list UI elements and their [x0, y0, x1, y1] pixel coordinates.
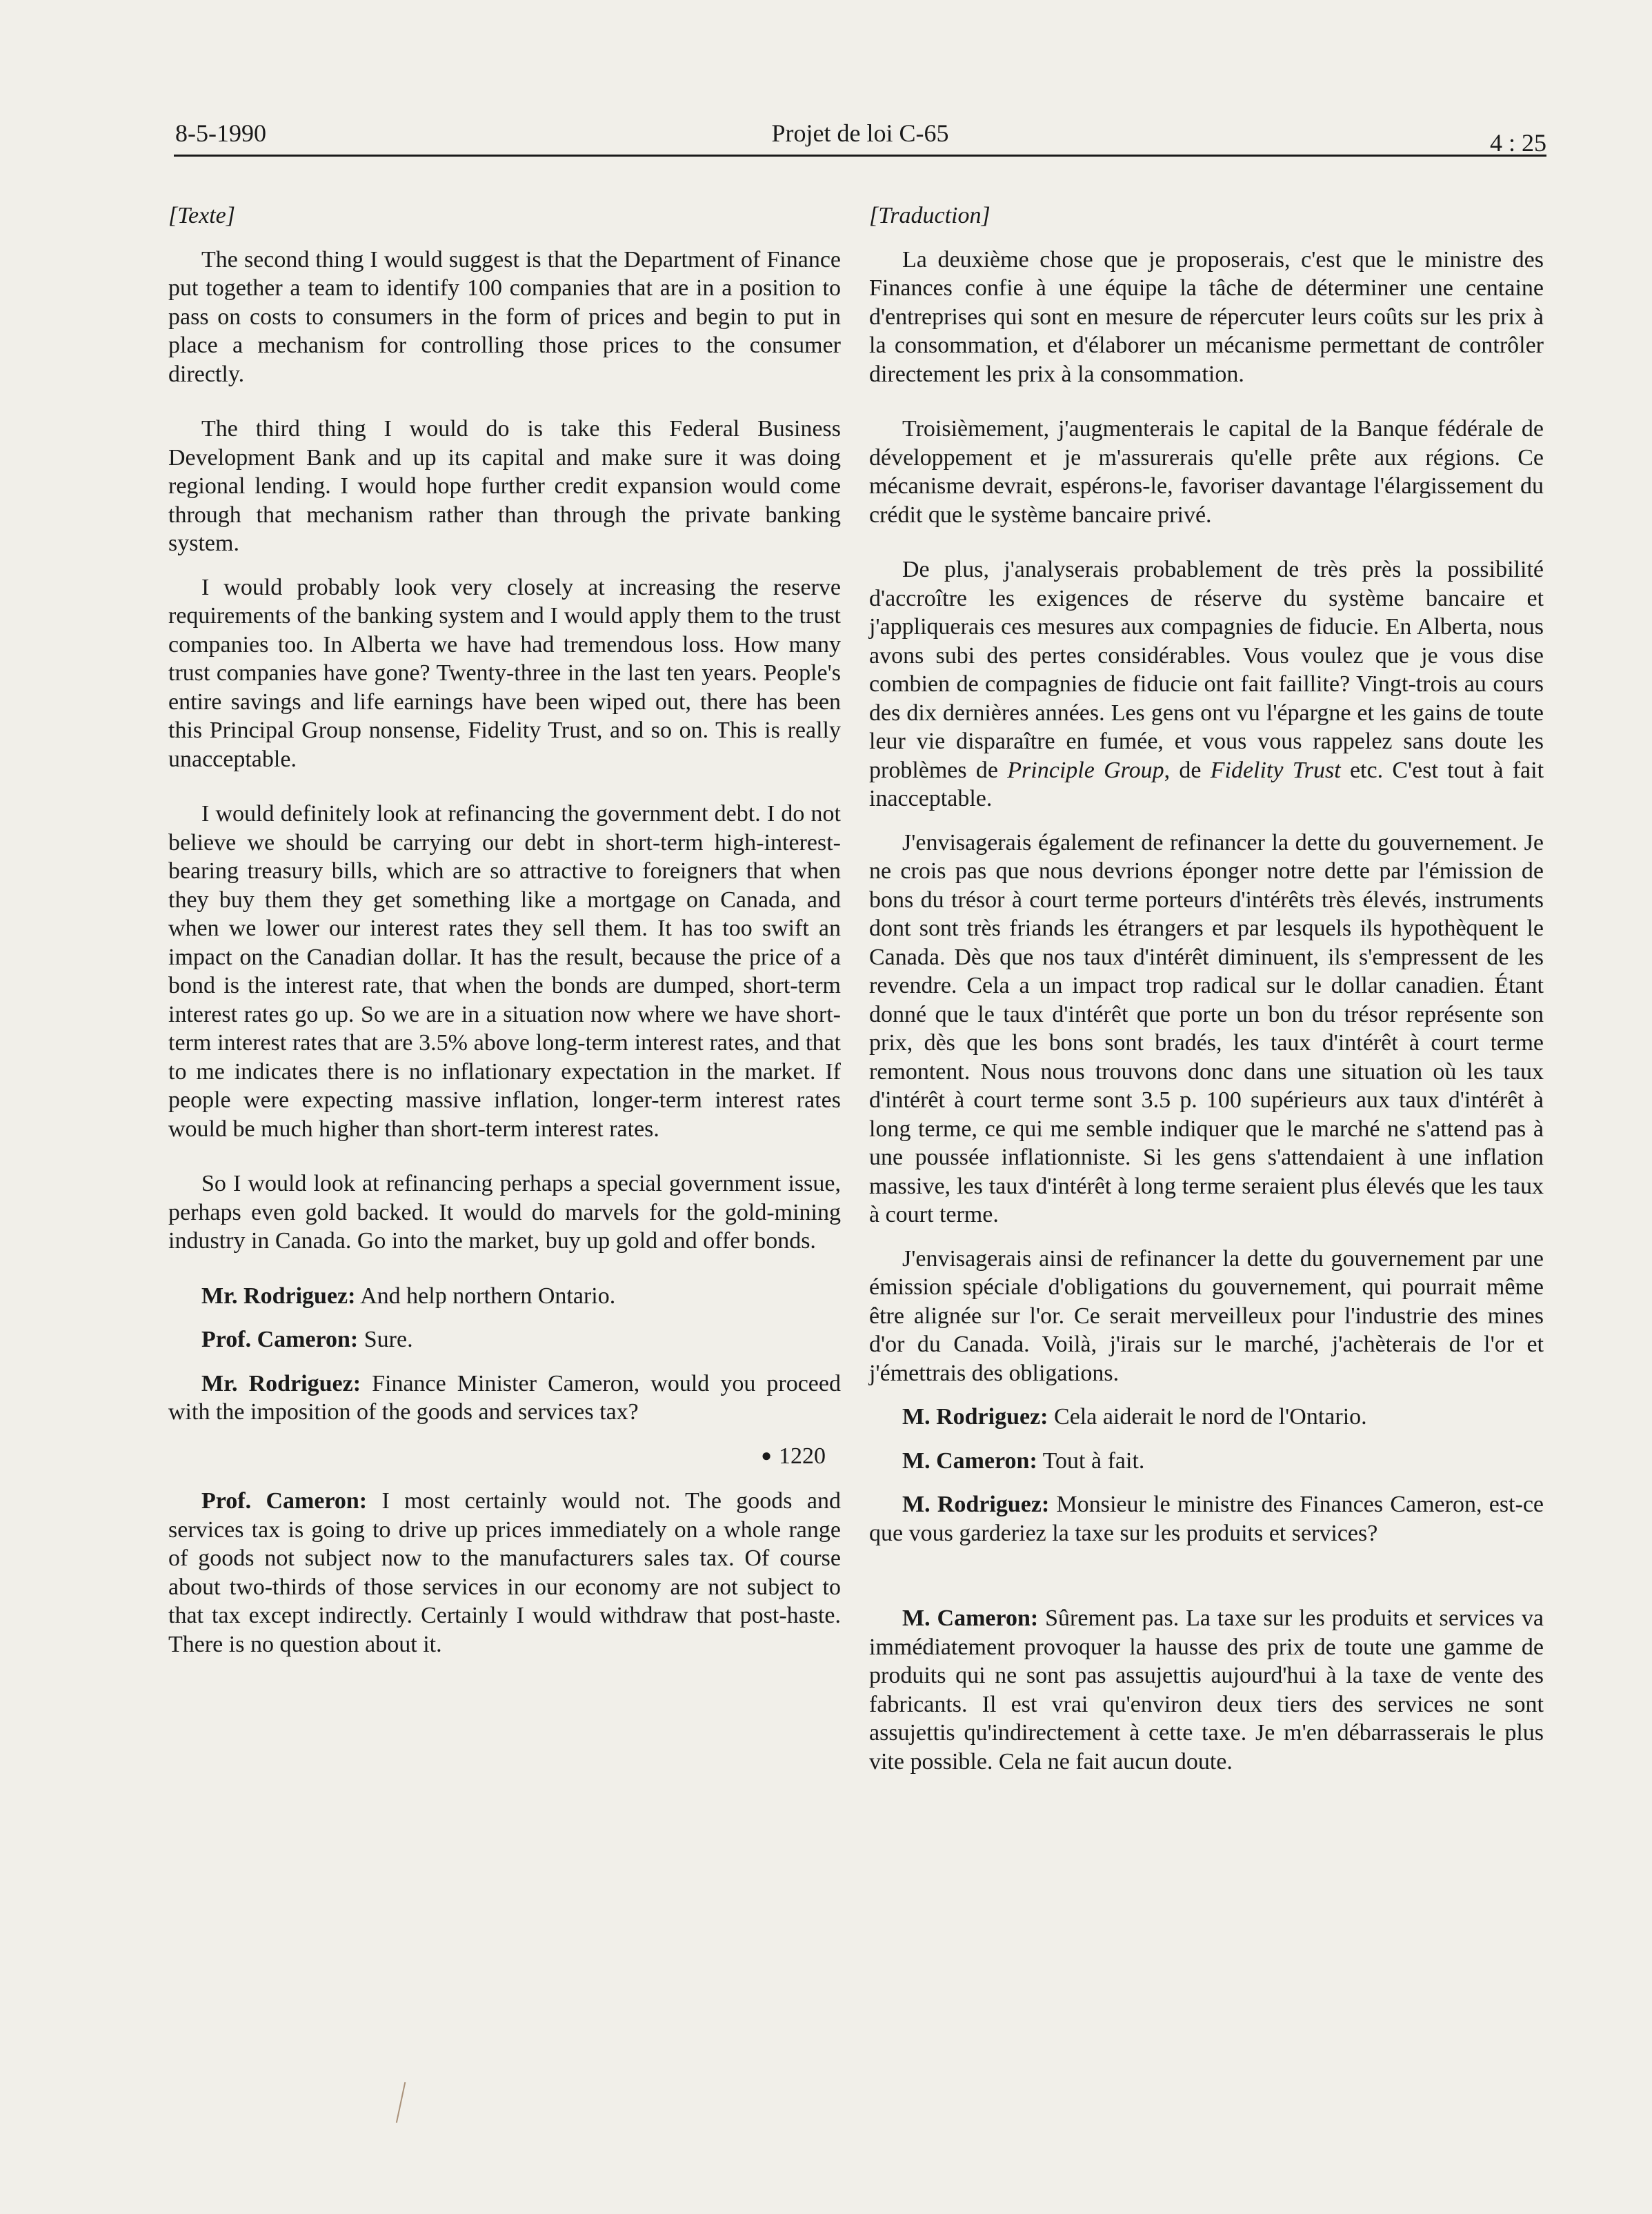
pencil-mark: [396, 2082, 410, 2124]
speech: M. Cameron: Sûrement pas. La taxe sur les produits et services va immédiatement provoquer la hausse des prix de toute une gamme de produits qui ne sont pas assujettis aujourd'hui à la taxe de vente des fabricants. Il est vrai qu'environ deux tiers des services ne sont assujettis qu'indirectement à cette taxe. Je m'en débarrasserais le plus vite possible. Cela ne fait aucun doute.: [869, 1605, 1544, 1775]
header-title: Projet de loi C-65: [771, 119, 949, 147]
speaker-name: Prof. Cameron:: [201, 1327, 359, 1352]
paragraph: The second thing I would suggest is that the Department of Finance put together a team to identify 100 companies that are in a position to pass on costs to consumers in the form of prices and begin to put in place a mechanism for controlling those prices to the consumer directly.: [168, 246, 841, 387]
bullet-icon: ●: [761, 1445, 772, 1465]
header-page-number: 4 : 25: [1489, 129, 1546, 157]
header-date: 8-5-1990: [175, 119, 266, 147]
speech: Mr. Rodriguez: Finance Minister Cameron, would you proceed with the imposition of the goods and services tax?: [168, 1370, 841, 1425]
speaker-name: Mr. Rodriguez:: [201, 1370, 361, 1396]
paragraph: J'envisagerais également de refinancer la dette du gouvernement. Je ne crois pas que nous devrions éponger notre dette par l'émission de bons du trésor à court terme porteurs d'intérêts très élevés, instruments dont sont très friands les étrangers et par lesquels ils hypothèquent le Canada. Dès que nos taux d'intérêt diminuent, ils s'empressent de les revendre. Cela a un impact trop radical sur le dollar canadien. Étant donné que le taux d'intérêt que porte un bon du trésor représente son prix, dès que les bons sont bradés, les taux d'intérêt à court terme remontent. Nous nous trouvons donc dans une situation où les taux d'intérêt à court terme sont 3.5 p. 100 supérieurs aux taux d'intérêt à long terme, ce qui me semble indiquer que le marché ne s'attend pas à une poussée inflationniste. Si les gens s'attendaient à une inflation massive, les taux d'intérêt à long terme seraient plus élevés que les taux à court terme.: [869, 829, 1544, 1227]
paragraph: I would probably look very closely at increasing the reserve requirements of the banking system and I would apply them to the trust companies too. In Alberta we have had tremendous loss. How many trust companies have gone? Twenty-three in the last ten years. People's entire savings and life earnings have been wiped out, there has been this Principal Group nonsense, Fidelity Trust, and so on. This is really unacceptable.: [168, 574, 841, 772]
paragraph: Troisièmement, j'augmenterais le capital de la Banque fédérale de développement et je m'assurerais qu'elle prête aux régions. Ce mécanisme devrait, espérons-le, favoriser davantage l'élargissement du crédit que le système bancaire privé.: [869, 416, 1544, 528]
speaker-name: M. Rodriguez:: [902, 1492, 1050, 1517]
paragraph: The third thing I would do is take this Federal Business Development Bank and up its capital and make sure it was doing regional lending. I would hope further credit expansion would come through that mechanism rather than through the private banking system.: [168, 416, 841, 556]
paragraph: De plus, j'analyserais probablement de très près la possibilité d'accroître les exigences de réserve du système bancaire et j'appliquerais ces mesures aux compagnies de fiducie. En Alberta, nous avons subi des pertes considérables. Vous voulez que je vous dise combien de compagnies de fiducie ont fait faillite? Vingt-trois au cours des dix dernières années. Les gens ont vu l'épargne et les gains de toute leur vie disparaître en fumée, et vous vous rappelez sans doute les problèmes de Principle Group, de Fidelity Trust etc. C'est tout à fait inacceptable.: [869, 557, 1544, 811]
paragraph: So I would look at refinancing perhaps a special government issue, perhaps even gold backed. It would do marvels for the gold-mining industry in Canada. Go into the market, buy up gold and offer bonds.: [168, 1171, 841, 1254]
speech: Prof. Cameron: Sure.: [201, 1327, 413, 1352]
text-tag: [Texte]: [168, 203, 235, 228]
speech: M. Cameron: Tout à fait.: [902, 1447, 1145, 1474]
time-marker: ● 1220: [761, 1443, 826, 1469]
french-column: [869, 201, 1544, 1776]
paragraph: La deuxième chose que je proposerais, c'est que le ministre des Finances confie à une équipe la tâche de déterminer une centaine d'entreprises qui sont en mesure de répercuter leurs coûts sur les prix à la consommation, et d'élaborer un mécanisme permettant de contrôler directement les prix à la consommation.: [869, 246, 1544, 387]
speaker-name: M. Rodriguez:: [902, 1404, 1048, 1430]
speech: M. Rodriguez: Monsieur le ministre des Finances Cameron, est-ce que vous garderiez la taxe sur les produits et services?: [869, 1492, 1544, 1546]
speaker-name: M. Cameron:: [902, 1605, 1039, 1631]
page-header: [174, 116, 1546, 157]
speech: Prof. Cameron: I most certainly would not. The goods and services tax is going to drive up prices immediately on a whole range of goods not subject now to the manufacturers sales tax. Of course about two-thirds of those services in our economy are not subject to that tax except indirectly. Certainly I would withdraw that post-haste. There is no question about it.: [168, 1488, 841, 1657]
paragraph: J'envisagerais ainsi de refinancer la dette du gouvernement par une émission spéciale d'obligations du gouvernement, qui pourrait même être alignée sur l'or. Ce serait merveilleux pour l'industrie des mines d'or du Canada. Voilà, j'irais sur le marché, j'achèterais de l'or et j'émettrais des obligations.: [869, 1245, 1544, 1386]
paragraph: I would definitely look at refinancing the government debt. I do not believe we should be carrying our debt in short-term high-interest-bearing treasury bills, which are so attractive to foreigners that when they buy them they get something like a mortgage on Canada, and when we lower our interest rates they sell them. It has too swift an impact on the Canadian dollar. It has the result, because the price of a bond is the interest rate, that when the bonds are dumped, short-term interest rates go up. So we are in a situation now where we have short-term interest rates that are 3.5% above long-term interest rates, and that to me indicates there is no inflationary expectation in the market. If people were expecting massive inflation, longer-term interest rates would be much higher than short-term interest rates.: [168, 801, 841, 1142]
speaker-name: Mr. Rodriguez:: [201, 1283, 356, 1309]
speech: Mr. Rodriguez: And help northern Ontario.: [201, 1283, 616, 1309]
speaker-name: Prof. Cameron:: [201, 1488, 368, 1514]
speech: M. Rodriguez: Cela aiderait le nord de l'Ontario.: [902, 1404, 1367, 1430]
english-column: [168, 201, 841, 1659]
translation-tag: [Traduction]: [869, 203, 991, 228]
speaker-name: M. Cameron:: [902, 1447, 1037, 1474]
